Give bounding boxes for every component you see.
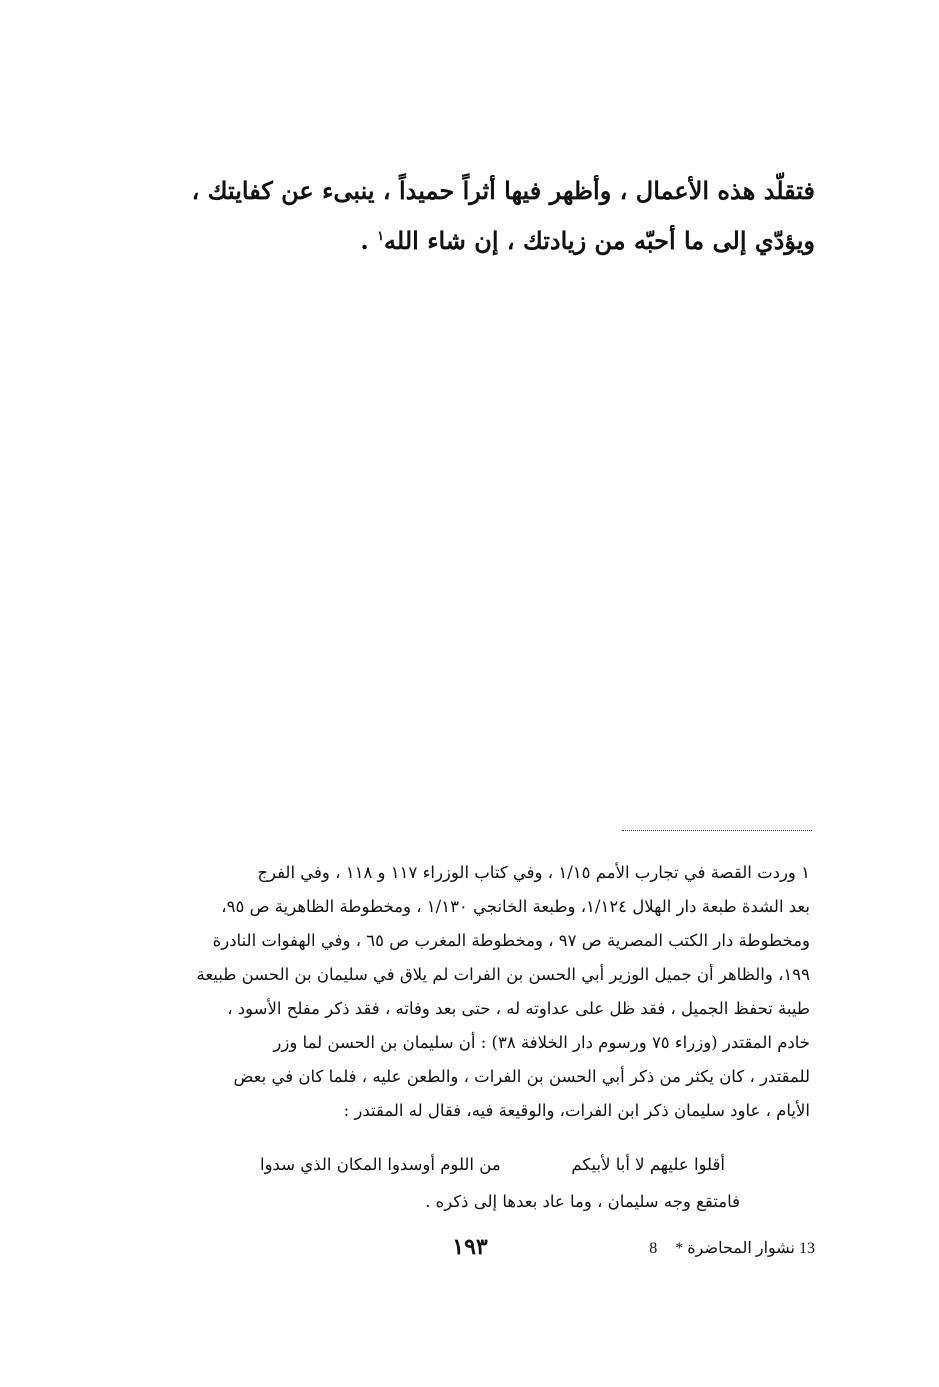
- footnote: [138, 856, 810, 1128]
- footnote-separator: [622, 830, 812, 831]
- signature-star: *: [675, 1240, 684, 1257]
- footnote-line: الأيام ، عاود سليمان ذكر ابن الفرات، والوقيعة فيه، فقال له المقتدر :: [343, 1101, 810, 1120]
- footnote-line: خادم المقتدر (وزراء ٧٥ ورسوم دار الخلافة ٣٨) : أن سليمان بن الحسن لما وزر: [273, 1033, 810, 1052]
- verse-first-hemistich: أقلوا عليهم لا أبا لأبيكم: [571, 1155, 725, 1174]
- main-text-line-2: [130, 214, 815, 264]
- footnote-marker: ١: [377, 229, 385, 244]
- signature-title: نشوار المحاضرة: [687, 1240, 795, 1257]
- footnote-line: للمقتدر ، كان يكثر من ذكر أبي الحسن بن الفرات ، والطعن عليه ، فلما كان في بعض: [233, 1067, 810, 1086]
- poem-verse: [260, 1150, 725, 1180]
- signature-sheet-number: 13: [799, 1240, 815, 1257]
- page-number: ١٩٣: [452, 1234, 488, 1260]
- signature-fold-number: 8: [649, 1240, 658, 1257]
- main-text: [130, 168, 815, 264]
- main-text-line-1: فتقلّد هذه الأعمال ، وأظهر فيها أثراً حميداً ، ينبىء عن كفايتك ،: [191, 176, 815, 205]
- footnote-closing-line: فامتقع وجه سليمان ، وما عاد بعدها إلى ذكره .: [425, 1192, 740, 1211]
- verse-second-hemistich: من اللوم أوسدوا المكان الذي سدوا: [260, 1155, 501, 1174]
- footnote-line: ١٩٩، والظاهر أن جميل الوزير أبي الحسن بن الفرات لم يلاق في سليمان بن الحسن طبيعة: [196, 965, 810, 984]
- footnote-line: بعد الشدة طبعة دار الهلال ١/١٢٤، وطبعة الخانجي ١/١٣٠ ، ومخطوطة الظاهرية ص ٩٥،: [221, 897, 810, 916]
- main-text-line-2-end: .: [360, 226, 378, 255]
- footnote-line: ١ وردت القصة في تجارب الأمم ١/١٥ ، وفي كتاب الوزراء ١١٧ و ١١٨ ، وفي الفرج: [257, 863, 810, 882]
- footnote-line: طيبة تحفظ الجميل ، فقد ظل على عداوته له ، حتى بعد وفاته ، فقد ذكر مفلح الأسود ،: [227, 999, 810, 1018]
- main-text-line-2-body: ويؤدّي إلى ما أحبّه من زيادتك ، إن شاء الله: [384, 226, 815, 255]
- printer-signature: [600, 1238, 815, 1258]
- footnote-line: ومخطوطة دار الكتب المصرية ص ٩٧ ، ومخطوطة المغرب ص ٦٥ ، وفي الهفوات النادرة: [212, 931, 810, 950]
